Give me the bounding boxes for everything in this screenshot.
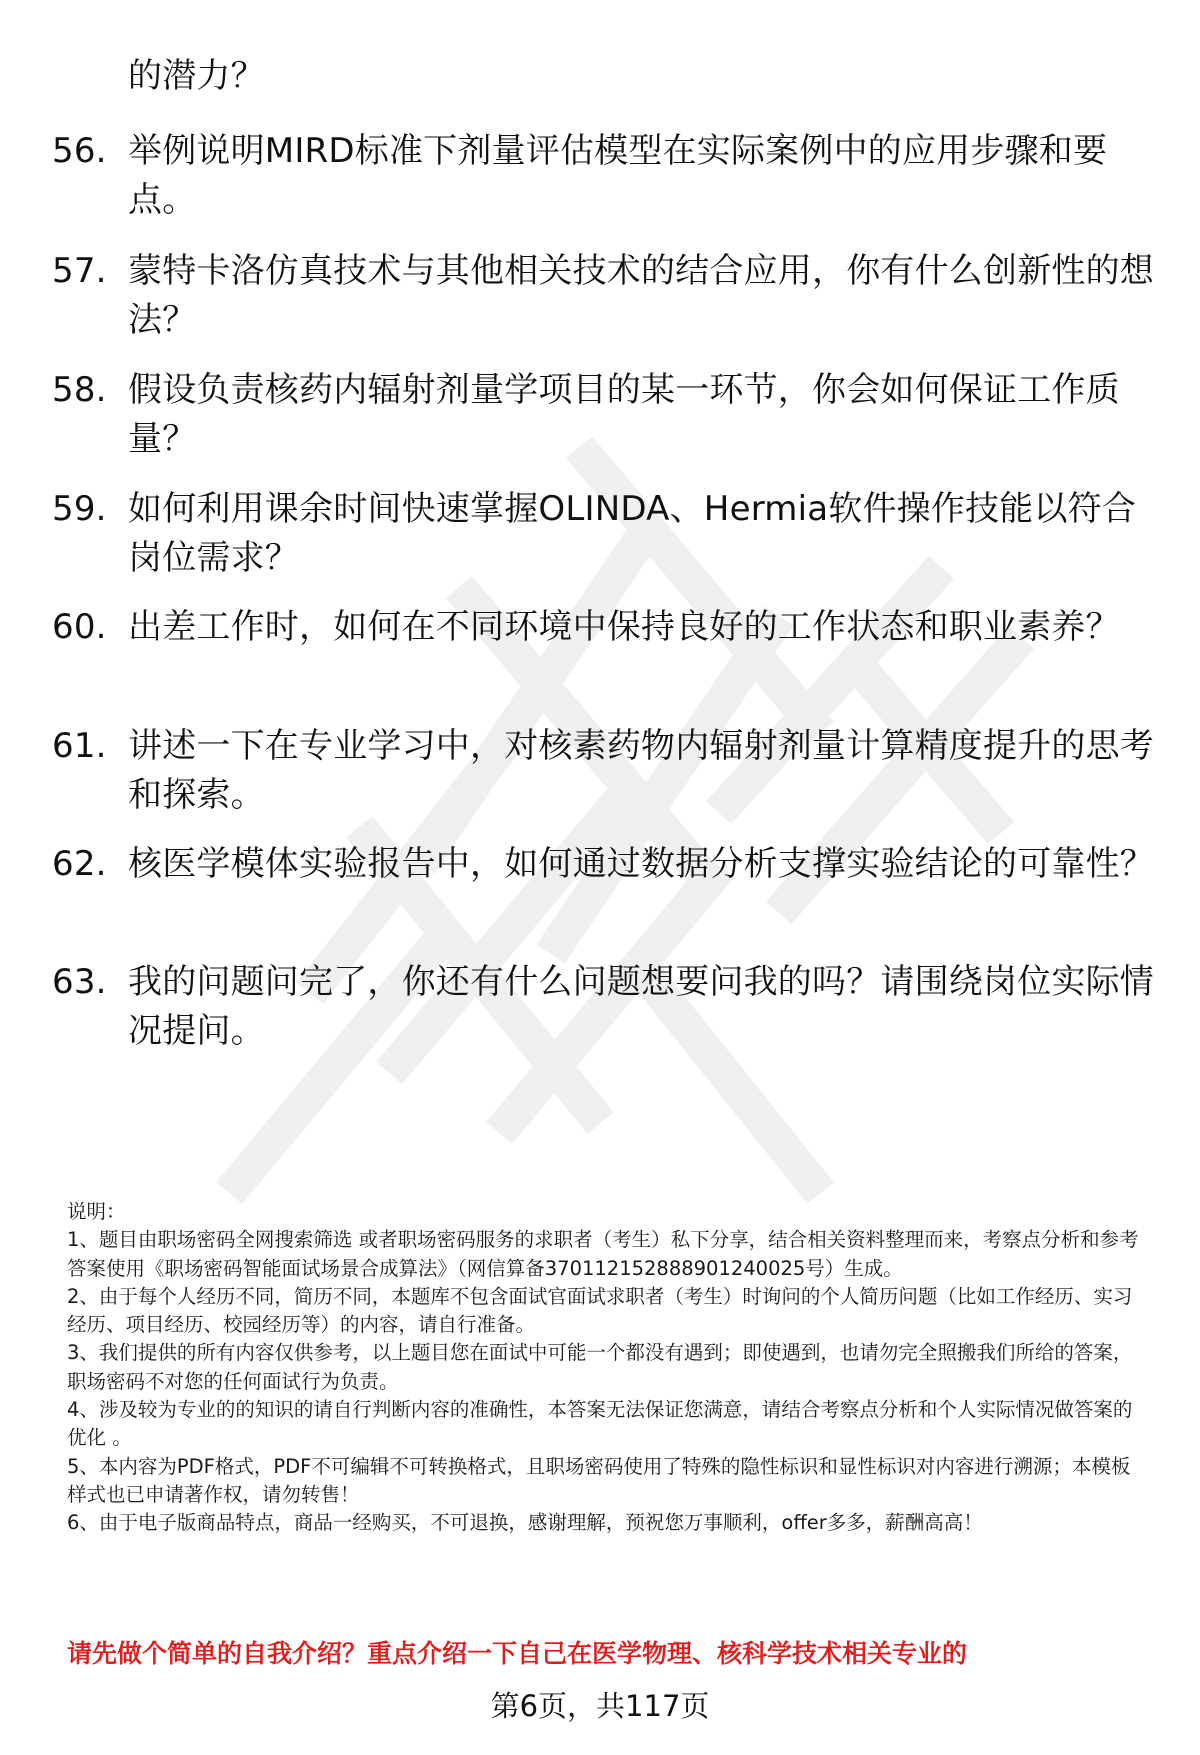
question-item xyxy=(52,127,1162,225)
next-question-teaser: 请先做个简单的自我介绍？重点介绍一下自己在医学物理、核科学技术相关专业的 xyxy=(67,1639,968,1668)
question-text: 蒙特卡洛仿真技术与其他相关技术的结合应用，你有什么创新性的想法？ xyxy=(128,251,1154,340)
question-item xyxy=(52,247,1162,345)
page-number: 第6页，共117页 xyxy=(490,1689,710,1723)
notes-title: 说明： xyxy=(67,1200,126,1223)
note-item: 3、我们提供的所有内容仅供参考，以上题目您在面试中可能一个都没有遇到；即使遇到，也请勿完全照搬我们所给的答案，职场密码不对您的任何面试行为负责。 xyxy=(67,1341,1133,1393)
question-item xyxy=(52,603,1162,652)
question-number: 56. xyxy=(52,131,107,171)
note-item: 6、由于电子版商品特点，商品一经购买，不可退换，感谢理解，预祝您万事顺利，offer多多，薪酬高高！ xyxy=(67,1511,983,1535)
question-continuation-text: 的潜力？ xyxy=(128,56,265,96)
question-number: 63. xyxy=(52,962,107,1002)
question-item xyxy=(52,366,1162,464)
question-text: 假设负责核药内辐射剂量学项目的某一环节，你会如何保证工作质量？ xyxy=(128,370,1120,459)
question-number: 62. xyxy=(52,844,107,884)
note-item: 5、本内容为PDF格式，PDF不可编辑不可转换格式，且职场密码使用了特殊的隐性标识和显性标识对内容进行溯源；本模板样式也已申请著作权，请勿转售！ xyxy=(67,1454,1131,1506)
question-text: 如何利用课余时间快速掌握OLINDA、Hermia软件操作技能以符合岗位需求？ xyxy=(128,489,1137,578)
note-item: 1、题目由职场密码全网搜索筛选 或者职场密码服务的求职者（考生）私下分享，结合相关资料整理而来，考察点分析和参考答案使用《职场密码智能面试场景合成算法》（网信算备37011215288890124​0025号）生成。 xyxy=(67,1228,1139,1280)
question-number: 58. xyxy=(52,370,107,410)
question-item xyxy=(52,958,1162,1056)
question-item xyxy=(52,485,1162,583)
question-text: 核医学模体实验报告中，如何通过数据分析支撑实验结论的可靠性？ xyxy=(128,844,1154,884)
question-number: 60. xyxy=(52,607,107,647)
question-item xyxy=(52,840,1162,889)
question-number: 61. xyxy=(52,726,107,766)
question-text: 讲述一下在专业学习中，对核素药物内辐射剂量计算精度提升的思考和探索。 xyxy=(128,726,1154,815)
question-item xyxy=(52,722,1162,820)
question-number: 57. xyxy=(52,251,107,291)
question-text: 举例说明MIRD标准下剂量评估模型在实际案例中的应用步骤和要点。 xyxy=(128,131,1108,220)
question-text: 出差工作时，如何在不同环境中保持良好的工作状态和职业素养？ xyxy=(128,607,1120,647)
note-item: 2、由于每个人经历不同，简历不同，本题库不包含面试官面试求职者（考生）时询问的个人简历问题（比如工作经历、实习经历、项目经历、校园经历等）的内容，请自行准备。 xyxy=(67,1284,1133,1337)
disclaimer-notes xyxy=(67,1198,1147,1538)
note-item: 4、涉及较为专业的的知识的请自行判断内容的准确性，本答案无法保证您满意，请结合考察点分析和个人实际情况做答案的优化 。 xyxy=(67,1398,1133,1450)
question-number: 59. xyxy=(52,489,107,529)
question-continuation xyxy=(52,52,1162,101)
question-text: 我的问题问完了，你还有什么问题想要问我的吗？请围绕岗位实际情况提问。 xyxy=(128,962,1154,1051)
